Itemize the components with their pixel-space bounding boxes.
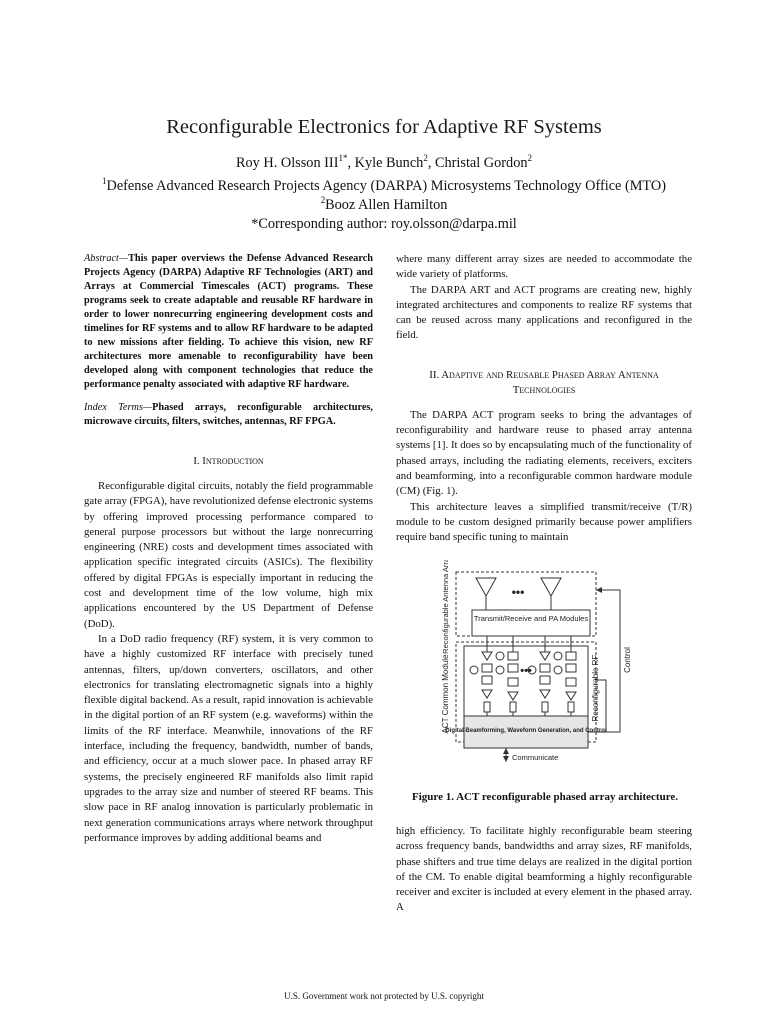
label-reconfig-antenna: Reconfigurable Antenna Array — [441, 560, 450, 654]
label-control: Control — [623, 647, 632, 673]
paper-title: Reconfigurable Electronics for Adaptive RF Systems — [166, 116, 602, 138]
section-1-heading: I. Introduction — [193, 455, 264, 467]
antenna-left-icon — [476, 578, 496, 596]
left-column — [84, 252, 373, 846]
label-dots-top: ••• — [511, 585, 525, 599]
right-paragraph-2: The DARPA ACT program seeks to bring the advantages of reconfigurability and hardware reuse to phased array antenna systems [1]. It does so by encapsulating much of the functionality of phased arrays, including the radiating elements, receivers, exciters and beamforming, into a reconfigurable common hardware module (CM) (Fig. 1). — [396, 408, 692, 498]
author-1: Roy H. Olsson III — [236, 155, 339, 171]
author-2: , Kyle Bunch — [347, 155, 424, 171]
affiliation-1: $^1$Defense Advanced Research Projects Agency (DARPA) Microsystems Technology Office (MTO) — [102, 176, 666, 194]
affiliations — [0, 177, 768, 234]
right-paragraph-1: The DARPA ART and ACT programs are creating new, highly integrated architectures and components to realize RF systems that can be reused across many applications and reconfigured in the field. — [396, 283, 692, 342]
label-reconfig-rf: Reconfigurable RF — [591, 654, 600, 722]
author-2-sup: 2 — [423, 153, 428, 163]
antenna-array-box — [456, 572, 596, 636]
intro-paragraph-1: Reconfigurable digital circuits, notably the field programmable gate array (FPGA), have revolutionized defense electronic systems by offering improved processing performance compared to general purpose processors but without the large nonrecurring engineering (NRE) costs and development times associated with application specific integrated circuits (ASICs). The flexibility offered by digital FPGAs is especially important in reducing the cost and development time of the low volume, high mix applications encountered by the US Department of Defense (DoD). — [84, 480, 374, 630]
corresponding-author: *Corresponding author: roy.olsson@darpa.mil — [251, 216, 517, 232]
phased-array-diagram — [396, 560, 692, 786]
right-column — [396, 252, 692, 545]
index-terms — [84, 401, 373, 429]
antenna-right-icon — [541, 578, 561, 596]
copyright-footer: U.S. Government work not protected by U.S. copyright — [284, 991, 484, 1001]
label-act-cm: ACT Common Module — [441, 654, 450, 734]
index-terms-label: Index Terms— — [84, 402, 153, 413]
section-2-heading: II. Adaptive and Reusable Phased Array Antenna Technologies — [429, 368, 659, 396]
right-paragraph-0: where many different array sizes are needed to accommodate the wide variety of platforms. — [396, 253, 692, 281]
rf-chain-right — [528, 636, 576, 716]
right-paragraph-4: high efficiency. To facilitate highly reconfigurable beam steering across frequency bands, bandwidths and array sizes, RF manifolds, phase shifters and true time delays are realized in the digital portion of the CM. To enable digital beamforming a highly reconfigurable receiver and exciter is included at every element in the phased array. A — [396, 825, 692, 914]
author-3: , Christal Gordon — [427, 155, 528, 171]
intro-paragraph-2: In a DoD radio frequency (RF) system, it is very common to have a highly customized RF interface with precisely tuned antennas, filters, up/down converters, oscillators, and other electronics for translating electromagnetic signals into a highly flexible digital backend. As a result, rapid innovation is achievable in the digital portion of an RF system (e.g. waveforms) within the limits of the RF interface. Meanwhile, innovations of the RF interface, including the frequency, bandwidth, number of bands, and efficiency, occur at a much slower pace. In phased array RF systems, the precisely engineered RF manifolds also limit rapid upgrades to the array size and number of steered RF beams. This slow pace in RF analog innovation is particularly problematic in next generation communications arrays where network throughput performance improves by adding additional beams and — [84, 632, 373, 844]
right-paragraph-3: This architecture leaves a simplified transmit/receive (T/R) module to be custom designed primarily because power amplifiers require band specific tuning to maintain — [396, 500, 692, 544]
figure-1 — [396, 560, 692, 786]
label-tr-modules: Transmit/Receive and PA Modules — [473, 614, 589, 623]
index-terms-text: Phased arrays, reconfigurable architectures, microwave circuits, filters, switches, antennas, RF FPGA. — [84, 402, 373, 427]
label-dots-mid: ••• — [520, 665, 532, 677]
figure-caption: Figure 1. ACT reconfigurable phased array architecture. — [412, 791, 679, 803]
abstract-label: Abstract— — [84, 253, 129, 264]
label-digital: Digital Beamforming, Waveform Generation, and Control — [445, 728, 607, 734]
right-column-bottom — [396, 824, 692, 916]
abstract — [84, 252, 373, 392]
label-communicate: Communicate — [512, 753, 559, 762]
author-line — [0, 153, 768, 173]
rf-chain-left — [470, 636, 518, 716]
author-3-sup: 2 — [527, 153, 532, 163]
abstract-text: This paper overviews the Defense Advanced Research Projects Agency (DARPA) Adaptive RF Technologies (ART) and Arrays at Commercial Timescales (ACT) programs. These programs seek to create adaptable and reusable RF hardware in order to lower nonrecurring engineering development costs and timelines for RF systems and to allow RF hardware to be adapted to new missions after fielding. To achieve this vision, new RF architectures more amenable to reconfigurability have been developed along with component technologies that reduce the performance penalty associated with adaptive RF hardware. — [84, 253, 373, 390]
author-1-sup: 1* — [338, 153, 348, 163]
affiliation-2: $^2$Booz Allen Hamilton — [320, 195, 448, 213]
